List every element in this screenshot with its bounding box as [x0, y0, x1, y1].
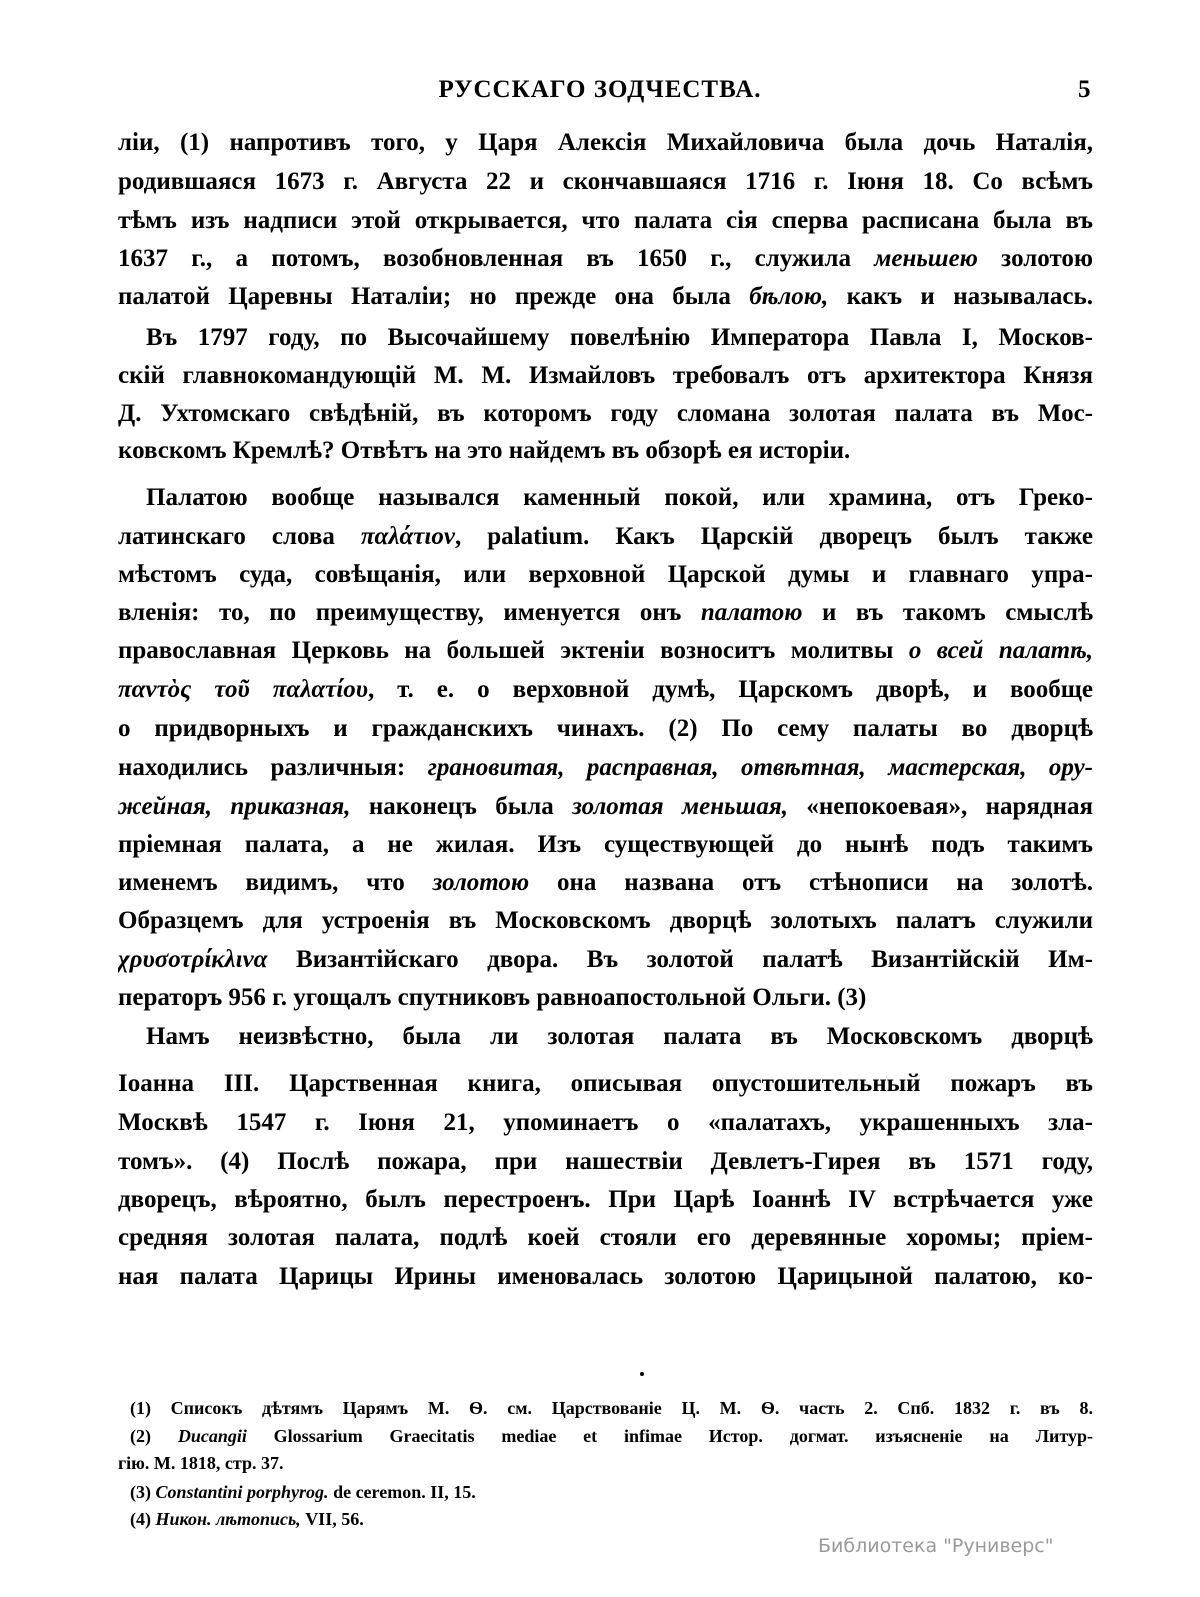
text-line: παντὸς τοῦ παλατίου, т. е. о верховной думѣ, Царскомъ дворѣ, и вообще	[118, 676, 1093, 703]
text-line: Москвѣ 1547 г. Іюня 21, упоминаетъ о «палатахъ, украшенныхъ зла-	[118, 1109, 1093, 1136]
italic-text: жейная, приказная,	[118, 793, 351, 820]
text-line: тѣмъ изъ надписи этой открывается, что палата сія сперва расписана была въ	[118, 207, 1093, 234]
text-line: Палатою вообще назывался каменный покой, или храмина, отъ Греко-	[146, 484, 1093, 511]
footnote: гію. М. 1818, стр. 37.	[118, 1453, 284, 1473]
text-line: пріемная палата, а не жилая. Изъ существующей до нынѣ подъ такимъ	[118, 831, 1093, 858]
running-title: РУССКАГО ЗОДЧЕСТВА.	[438, 76, 762, 103]
italic-text: χρυσοτρίκλινα	[118, 946, 268, 973]
italic-text: меньшею	[874, 245, 978, 272]
italic-text: золотая меньшая,	[572, 793, 788, 820]
text-line: ператоръ 956 г. угощалъ спутниковъ равноапостольной Ольги. (3)	[118, 984, 867, 1011]
text-line: ліи, (1) напротивъ того, у Царя Алексія Михайловича была дочь Наталія,	[118, 129, 1093, 156]
text-line: православная Церковь на большей эктеніи возноситъ молитвы о всей палатѣ,	[118, 637, 1093, 664]
text-line: Іоанна III. Царственная книга, описывая опустошительный пожаръ въ	[118, 1070, 1093, 1097]
italic-text: золотою	[432, 869, 530, 896]
text-line: томъ». (4) Послѣ пожара, при нашествіи Девлетъ-Гирея въ 1571 году,	[118, 1148, 1093, 1175]
text-line: ная палата Царицы Ирины именовалась золотою Царицыной палатою, ко-	[118, 1263, 1093, 1290]
text-line: вленія: то, по преимуществу, именуется онъ палатою и въ такомъ смыслѣ	[118, 599, 1093, 626]
text-line: именемъ видимъ, что золотою она названа отъ стѣнописи на золотѣ.	[118, 869, 1093, 896]
text-line: ковскомъ Кремлѣ? Отвѣтъ на это найдемъ въ обзорѣ ея исторіи.	[118, 437, 851, 464]
footnote: (1) Списокъ дѣтямъ Царямъ М. Ѳ. см. Царствованіе Ц. М. Ѳ. часть 2. Спб. 1832 г. въ 8.	[130, 1398, 1093, 1418]
text-line: мѣстомъ суда, совѣщанія, или верховной Царской думы и главнаго упра-	[118, 561, 1093, 588]
text-line: Образцемъ для устроенія въ Московскомъ дворцѣ золотыхъ палатъ служили	[118, 907, 1093, 934]
text-line: находились различныя: грановитая, расправная, отвѣтная, мастерская, ору-	[118, 754, 1093, 781]
text-line: жейная, приказная, наконецъ была золотая меньшая, «непокоевая», нарядная	[118, 793, 1093, 820]
text-line: средняя золотая палата, подлѣ коей стояли его деревянные хоромы; пріем-	[118, 1224, 1093, 1251]
italic-text: бѣлою,	[749, 283, 829, 310]
library-watermark: Библиотека "Руниверс"	[818, 1535, 1054, 1557]
footnote: (2) Ducangii Glossarium Graecitatis mediae et infimae Истор. догмат. изъясненіе на Литур-	[130, 1426, 1093, 1446]
text-line: Д. Ухтомскаго свѣдѣній, въ которомъ году сломана золотая палата въ Мос-	[118, 400, 1093, 427]
text-line: латинскаго слова παλάτιον, palatium. Какъ Царскій дворецъ былъ также	[118, 523, 1093, 550]
italic-text: Constantini porphyrog.	[155, 1482, 329, 1502]
text-line: χρυσοτρίκλινα Византійскаго двора. Въ золотой палатѣ Византійскій Им-	[118, 946, 1093, 973]
italic-text: Никон. лѣтопись,	[155, 1509, 301, 1529]
text-line: Въ 1797 году, по Высочайшему повелѣнію Императора Павла I, Москов-	[146, 324, 1093, 351]
text-line: о придворныхъ и гражданскихъ чинахъ. (2) По сему палаты во дворцѣ	[118, 715, 1093, 742]
italic-text: о всей палатѣ,	[908, 637, 1093, 664]
text-line: родившаяся 1673 г. Августа 22 и скончавшаяся 1716 г. Іюня 18. Со всѣмъ	[118, 168, 1093, 195]
text-line: 1637 г., а потомъ, возобновленная въ 1650 г., служила меньшею золотою	[118, 245, 1093, 272]
text-line: палатой Царевны Наталіи; но прежде она была бѣлою, какъ и называлась.	[118, 283, 1093, 310]
text-line: дворецъ, вѣроятно, былъ перестроенъ. При Царѣ Іоаннѣ IV встрѣчается уже	[118, 1186, 1093, 1213]
italic-text: палатою	[700, 599, 803, 626]
footnote: (4) Никон. лѣтопись, VII, 56.	[130, 1509, 364, 1529]
page-number: 5	[1078, 76, 1091, 103]
footnote: (3) Constantini porphyrog. de ceremon. II, 15.	[130, 1482, 476, 1502]
text-line: Намъ неизвѣстно, была ли золотая палата въ Московскомъ дворцѣ	[146, 1023, 1093, 1050]
italic-text: Ducangii	[177, 1426, 247, 1446]
text-line: скій главнокомандующій М. М. Измайловъ требовалъ отъ архитектора Князя	[118, 362, 1093, 389]
italic-text: грановитая, расправная, отвѣтная, мастерская, ору-	[427, 754, 1093, 781]
italic-text: παντὸς τοῦ παλατίου	[118, 676, 368, 703]
italic-text: παλάτιον	[360, 523, 455, 550]
ink-speck	[640, 1372, 644, 1376]
